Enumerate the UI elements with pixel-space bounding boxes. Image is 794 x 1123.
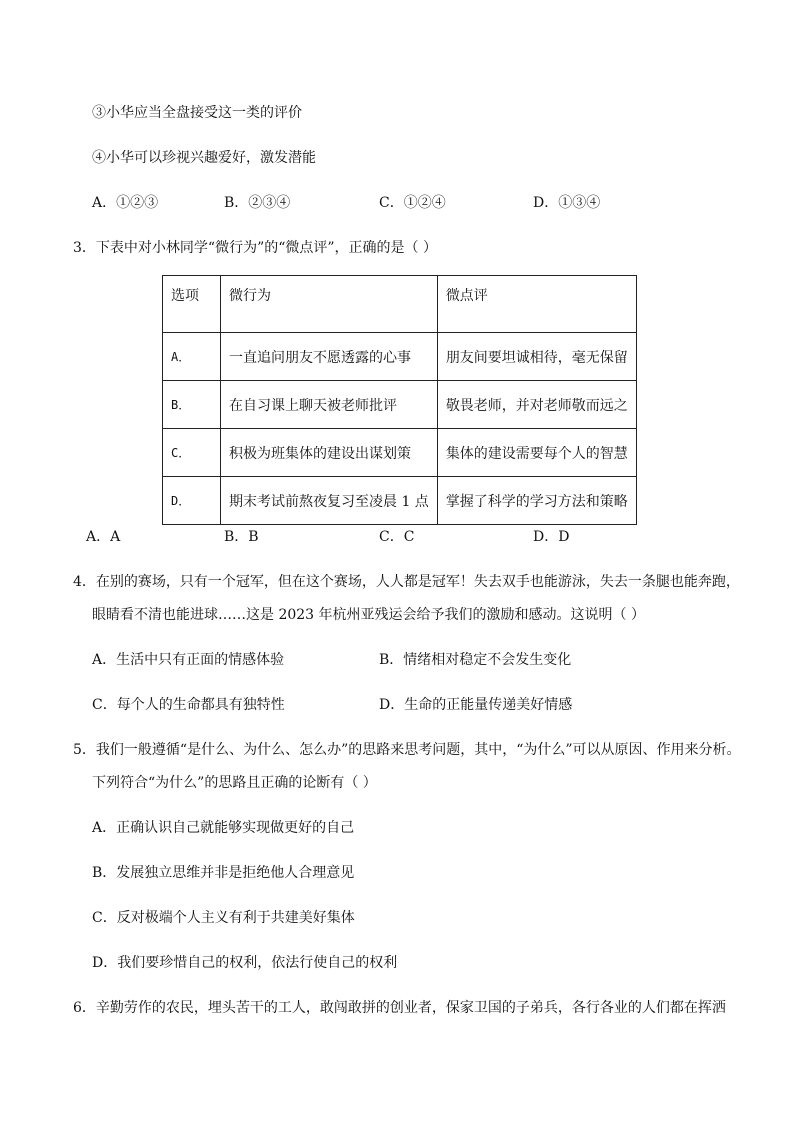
table-cell: 一直追问朋友不愿透露的心事 [221, 333, 438, 381]
table-cell: 敬畏老师，并对老师敬而远之 [437, 381, 636, 429]
q4-option-d: D．生命的正能量传递美好情感 [379, 697, 573, 713]
table-header-cell: 微行为 [221, 276, 438, 333]
q4-option-b: B．情绪相对稳定不会发生变化 [379, 652, 572, 668]
q5-stem-line-1: 5．我们一般遵循“是什么、为什么、怎么办”的思路来思考问题，其中，“为什么”可以从原因、作用来分析。 [73, 742, 741, 758]
table-cell: A． [163, 333, 221, 381]
q6-stem-line-1: 6．辛勤劳作的农民，埋头苦干的工人，敢闯敢拼的创业者，保家卫国的子弟兵，各行各业的人们都在挥洒 [73, 1000, 726, 1016]
q5-option-d: D．我们要珍惜自己的权利，依法行使自己的权利 [92, 955, 398, 971]
table-cell: 集体的建设需要每个人的智慧 [437, 429, 636, 477]
table-header-cell: 选项 [163, 276, 221, 333]
q5-option-a: A．正确认识自己就能够实现做更好的自己 [92, 820, 355, 836]
q2-statement-3: ③小华应当全盘接受这一类的评价 [92, 105, 302, 121]
table-cell: B． [163, 381, 221, 429]
q3-option-a: A．A [86, 529, 121, 545]
table-row [163, 477, 637, 525]
q2-option-a: A．①②③ [92, 195, 159, 211]
q5-option-c: C．反对极端个人主义有利于共建美好集体 [92, 910, 355, 926]
q2-option-b: B．②③④ [224, 195, 291, 211]
table-cell: C． [163, 429, 221, 477]
table-row [163, 381, 637, 429]
q4-option-a: A．生活中只有正面的情感体验 [92, 652, 285, 668]
q3-stem: 3．下表中对小林同学“微行为”的“微点评”，正确的是（ ） [73, 240, 437, 256]
table-row [163, 333, 637, 381]
q2-option-d: D．①③④ [533, 195, 601, 211]
table-header-row [163, 276, 637, 333]
q4-option-c: C．每个人的生命都具有独特性 [92, 697, 285, 713]
q4-stem-line-1: 4．在别的赛场，只有一个冠军，但在这个赛场，人人都是冠军！失去双手也能游泳，失去一条腿也能奔跑， [73, 574, 740, 590]
table-cell: 期末考试前熬夜复习至凌晨 1 点 [221, 477, 438, 525]
table-cell: 掌握了科学的学习方法和策略 [437, 477, 636, 525]
q5-stem-line-2: 下列符合“为什么”的思路且正确的论断有（ ） [92, 775, 377, 791]
table-cell: 积极为班集体的建设出谋划策 [221, 429, 438, 477]
q2-option-c: C．①②④ [379, 195, 446, 211]
table-cell: D． [163, 477, 221, 525]
q3-option-d: D．D [533, 529, 570, 545]
q3-option-b: B．B [224, 529, 259, 545]
table-header-cell: 微点评 [437, 276, 636, 333]
table-cell: 朋友间要坦诚相待，毫无保留 [437, 333, 636, 381]
q3-option-c: C．C [379, 529, 415, 545]
q3-table [162, 275, 637, 525]
q5-option-b: B．发展独立思维并非是拒绝他人合理意见 [92, 865, 355, 881]
table-row [163, 429, 637, 477]
q4-stem-line-2: 眼睛看不清也能进球……这是 2023 年杭州亚残运会给予我们的激励和感动。这说明（ ） [92, 607, 645, 623]
q2-statement-4: ④小华可以珍视兴趣爱好，激发潜能 [92, 150, 316, 166]
table-cell: 在自习课上聊天被老师批评 [221, 381, 438, 429]
